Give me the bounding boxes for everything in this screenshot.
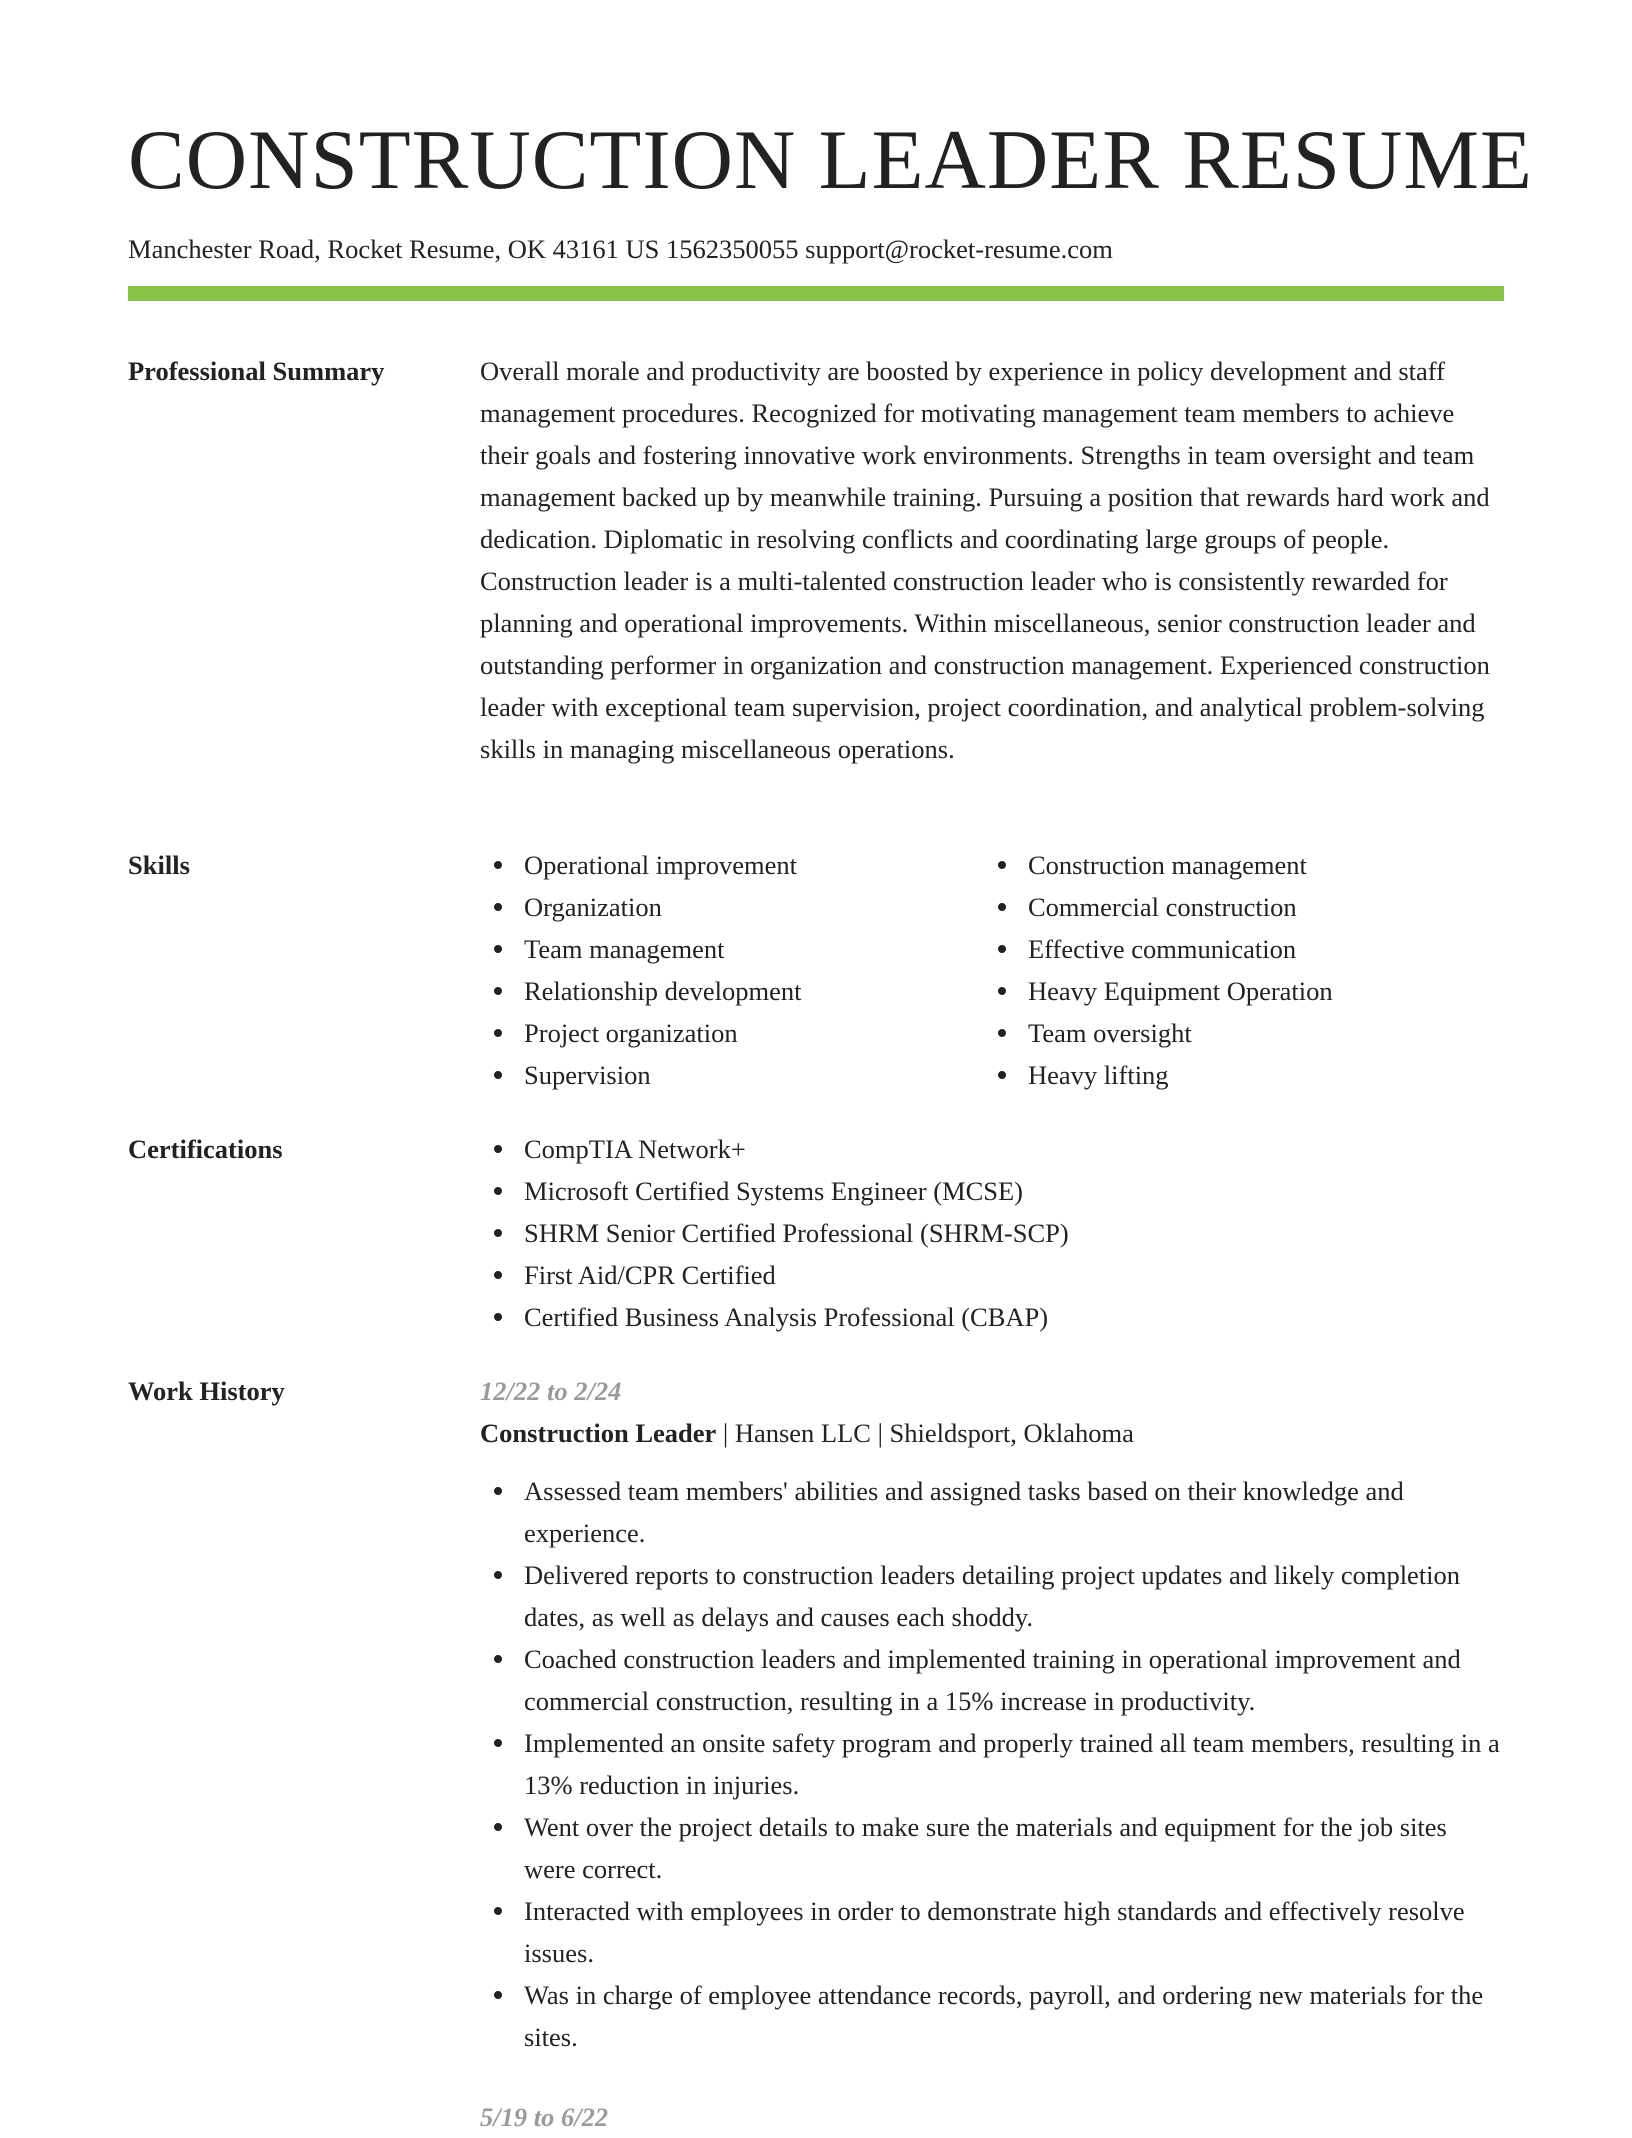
job-dates: 12/22 to 2/24: [480, 1376, 622, 1406]
job-bullet: Implemented an onsite safety program and properly trained all team members, resulting in a 13% reduction in injuries.: [480, 1722, 1504, 1806]
resume-title: CONSTRUCTION LEADER RESUME: [128, 113, 1533, 207]
header-accent-rule: [128, 286, 1504, 301]
contact-line: Manchester Road, Rocket Resume, OK 43161 US 1562350055 support@rocket-resume.com: [128, 234, 1113, 264]
job-title: Construction Leader: [480, 1418, 717, 1448]
job-bullet: Assessed team members' abilities and assigned tasks based on their knowledge and experience.: [480, 1470, 1504, 1554]
certifications-list: [480, 1128, 1504, 1338]
job-bullet: Delivered reports to construction leaders detailing project updates and likely completion dates, as well as delays and causes each shoddy.: [480, 1554, 1504, 1638]
job-entry: [480, 1370, 1504, 2058]
skill-item: Effective communication: [984, 928, 1484, 970]
summary-label: Professional Summary: [128, 356, 385, 386]
work-history-label: Work History: [128, 1376, 285, 1406]
skill-item: Supervision: [480, 1054, 980, 1096]
certification-item: CompTIA Network+: [480, 1128, 1504, 1170]
certification-item: SHRM Senior Certified Professional (SHRM-SCP): [480, 1212, 1504, 1254]
skills-list-right: [984, 844, 1484, 1096]
certifications-label: Certifications: [128, 1134, 283, 1164]
skills-list-left: [480, 844, 980, 1096]
skills-label: Skills: [128, 850, 190, 880]
job-bullet: Was in charge of employee attendance records, payroll, and ordering new materials for the sites.: [480, 1974, 1504, 2058]
skills-body: [480, 844, 1504, 1096]
skill-item: Organization: [480, 886, 980, 928]
skill-item: Heavy lifting: [984, 1054, 1484, 1096]
skills-columns: [480, 844, 1504, 1096]
skill-item: Operational improvement: [480, 844, 980, 886]
skill-item: Team management: [480, 928, 980, 970]
certification-item: Certified Business Analysis Professional (CBAP): [480, 1296, 1504, 1338]
job-bullet: Coached construction leaders and implemented training in operational improvement and commercial construction, resulting in a 15% increase in productivity.: [480, 1638, 1504, 1722]
job-entry: [480, 2096, 1504, 2138]
work-history-body: [480, 1370, 1504, 2138]
certification-item: Microsoft Certified Systems Engineer (MCSE): [480, 1170, 1504, 1212]
job-bullets: [480, 1470, 1504, 2058]
certifications-body: [480, 1128, 1504, 1338]
job-dates: 5/19 to 6/22: [480, 2102, 609, 2132]
skill-item: Construction management: [984, 844, 1484, 886]
job-bullet: Went over the project details to make sure the materials and equipment for the job sites were correct.: [480, 1806, 1504, 1890]
skill-item: Commercial construction: [984, 886, 1484, 928]
skill-item: Project organization: [480, 1012, 980, 1054]
job-bullet: Interacted with employees in order to demonstrate high standards and effectively resolve issues.: [480, 1890, 1504, 1974]
certification-item: First Aid/CPR Certified: [480, 1254, 1504, 1296]
job-details: | Hansen LLC | Shieldsport, Oklahoma: [716, 1418, 1134, 1448]
skill-item: Relationship development: [480, 970, 980, 1012]
summary-body: [480, 350, 1504, 770]
skill-item: Team oversight: [984, 1012, 1484, 1054]
skill-item: Heavy Equipment Operation: [984, 970, 1484, 1012]
job-heading: [480, 1412, 1504, 1454]
summary-text: Overall morale and productivity are boosted by experience in policy development and staff management procedures. Recognized for motivating management team members to achieve their goals and fostering innovative work environments. Strengths in team oversight and team management backed up by meanwhile training. Pursuing a position that rewards hard work and dedication. Diplomatic in resolving conflicts and coordinating large groups of people. Construction leader is a multi-talented construction leader who is consistently rewarded for planning and operational improvements. Within miscellaneous, senior construction leader and outstanding performer in organization and construction management. Experienced construction leader with exceptional team supervision, project coordination, and analytical problem-solving skills in managing miscellaneous operations.: [480, 356, 1490, 764]
